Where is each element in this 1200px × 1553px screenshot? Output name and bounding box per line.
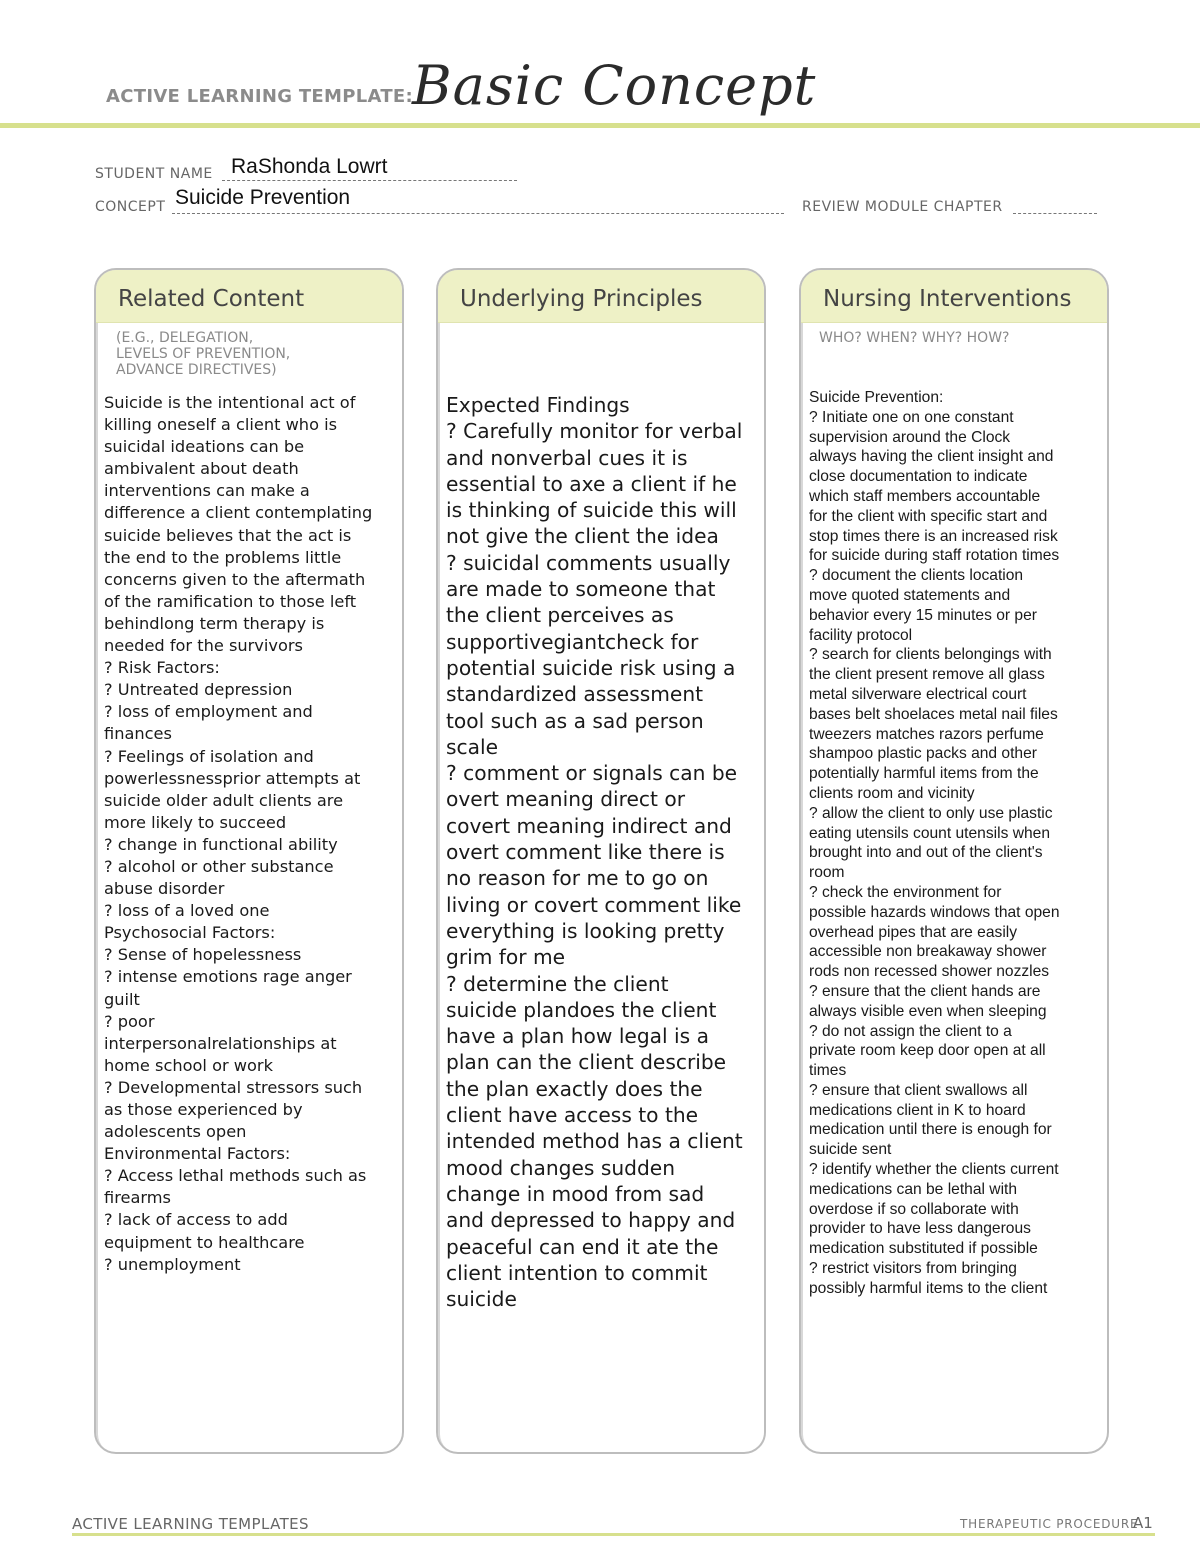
template-header [0, 0, 1200, 130]
template-label: ACTIVE LEARNING TEMPLATE: [106, 86, 413, 107]
nursing-interventions-text[interactable]: Suicide Prevention: ? Initiate one on one constant supervision around the Clock always having the client insight and close documentation to indicate which staff members accountable for the client with specific start and stop times there is an increased risk for suicide during staff rotation times ? document the clients location move quoted statements and behavior every 15 minutes or per facility protocol ? search for clients belongings with the client present remove all glass metal silverware electrical court bases belt shoelaces metal nail files tweezers matches razors perfume shampoo plastic packs and other potentially harmful items from the clients room and vicinity ? allow the client to only use plastic eating utensils count utensils when brought into and out of the client's room ? check the environment for possible hazards windows that open overhead pipes that are easily accessible non breakaway shower rods non recessed shower nozzles ? ensure that the client hands are always visible even when sleeping ? do not assign the client to a private room keep door open at all times ? ensure that client swallows all medications client in K to hoard medication until there is enough for suicide sent ? identify whether the clients current medications can be lethal with overdose if so collaborate with provider to have less dangerous medication substituted if possible ? restrict visitors from bringing possibly harmful items to the client [809, 389, 1060, 1297]
footer-title: ACTIVE LEARNING TEMPLATES [72, 1515, 309, 1533]
student-name-label: STUDENT NAME [95, 166, 213, 182]
underlying-principles-text[interactable]: Expected Findings ? Carefully monitor for verbal and nonverbal cues it is essential to axe a client if he is thinking of suicide this will not give the client the idea ? suicidal comments usually are made to someone that the client perceives as supportivegiantcheck for potential suicide risk using a standardized assessment tool such as a sad person scale ? comment or signals can be overt meaning direct or covert meaning indirect and overt comment like there is no reason for me to go on living or covert comment like everything is looking pretty grim for me ? determine the client suicide plandoes the client have a plan how legal is a plan can the client describe the plan exactly does the client have access to the intended method has a client mood changes sudden change in mood from sad and depressed to happy and peaceful can end it ate the client intention to commit suicide [446, 393, 743, 1312]
concept-line [172, 213, 784, 214]
nursing-interventions-title: Nursing Interventions [823, 286, 1072, 312]
related-content-title: Related Content [118, 286, 305, 312]
template-title: Basic Concept [412, 54, 817, 117]
nursing-interventions-subtitle: WHO? WHEN? WHY? HOW? [819, 330, 1010, 346]
related-content-text[interactable]: Suicide is the intentional act of killing oneself a client who is suicidal ideations can be ambivalent about death interventions can make a difference a client contemplating suicide believes that the act is the end to the problems little concerns given to the aftermath of the ramification to those left behindlong term therapy is needed for the survivors ? Risk Factors: ? Untreated depression ? loss of employment and finances ? Feelings of isolation and powerlessnessprior attempts at suicide older adult clients are more likely to succeed ? change in functional ability ? alcohol or other substance abuse disorder ? loss of a loved one Psychosocial Factors: ? Sense of hopelessness ? intense emotions rage anger guilt ? poor interpersonalrelationships at home school or work ? Developmental stressors such as those experienced by adolescents open Environmental Factors: ? Access lethal methods such as firearms ? lack of access to add equipment to healthcare ? unemployment [104, 393, 373, 1274]
header-divider [0, 123, 1200, 128]
review-module-label: REVIEW MODULE CHAPTER [802, 199, 1003, 215]
underlying-principles-panel [436, 268, 766, 1454]
related-content-panel [94, 268, 404, 1454]
concept-field[interactable]: Suicide Prevention [175, 186, 351, 209]
footer-divider [72, 1533, 1155, 1536]
underlying-principles-title: Underlying Principles [460, 286, 703, 312]
footer-section: THERAPEUTIC PROCEDURE [960, 1517, 1139, 1531]
student-name-field[interactable]: RaShonda Lowrt [231, 155, 388, 178]
concept-label: CONCEPT [95, 199, 166, 215]
nursing-interventions-panel [799, 268, 1109, 1454]
review-module-line [1013, 213, 1097, 214]
related-content-subtitle: (E.G., DELEGATION, LEVELS OF PREVENTION, ADVANCE DIRECTIVES) [116, 330, 291, 378]
student-name-line [222, 180, 517, 181]
footer-page-code: A1 [1133, 1514, 1153, 1532]
